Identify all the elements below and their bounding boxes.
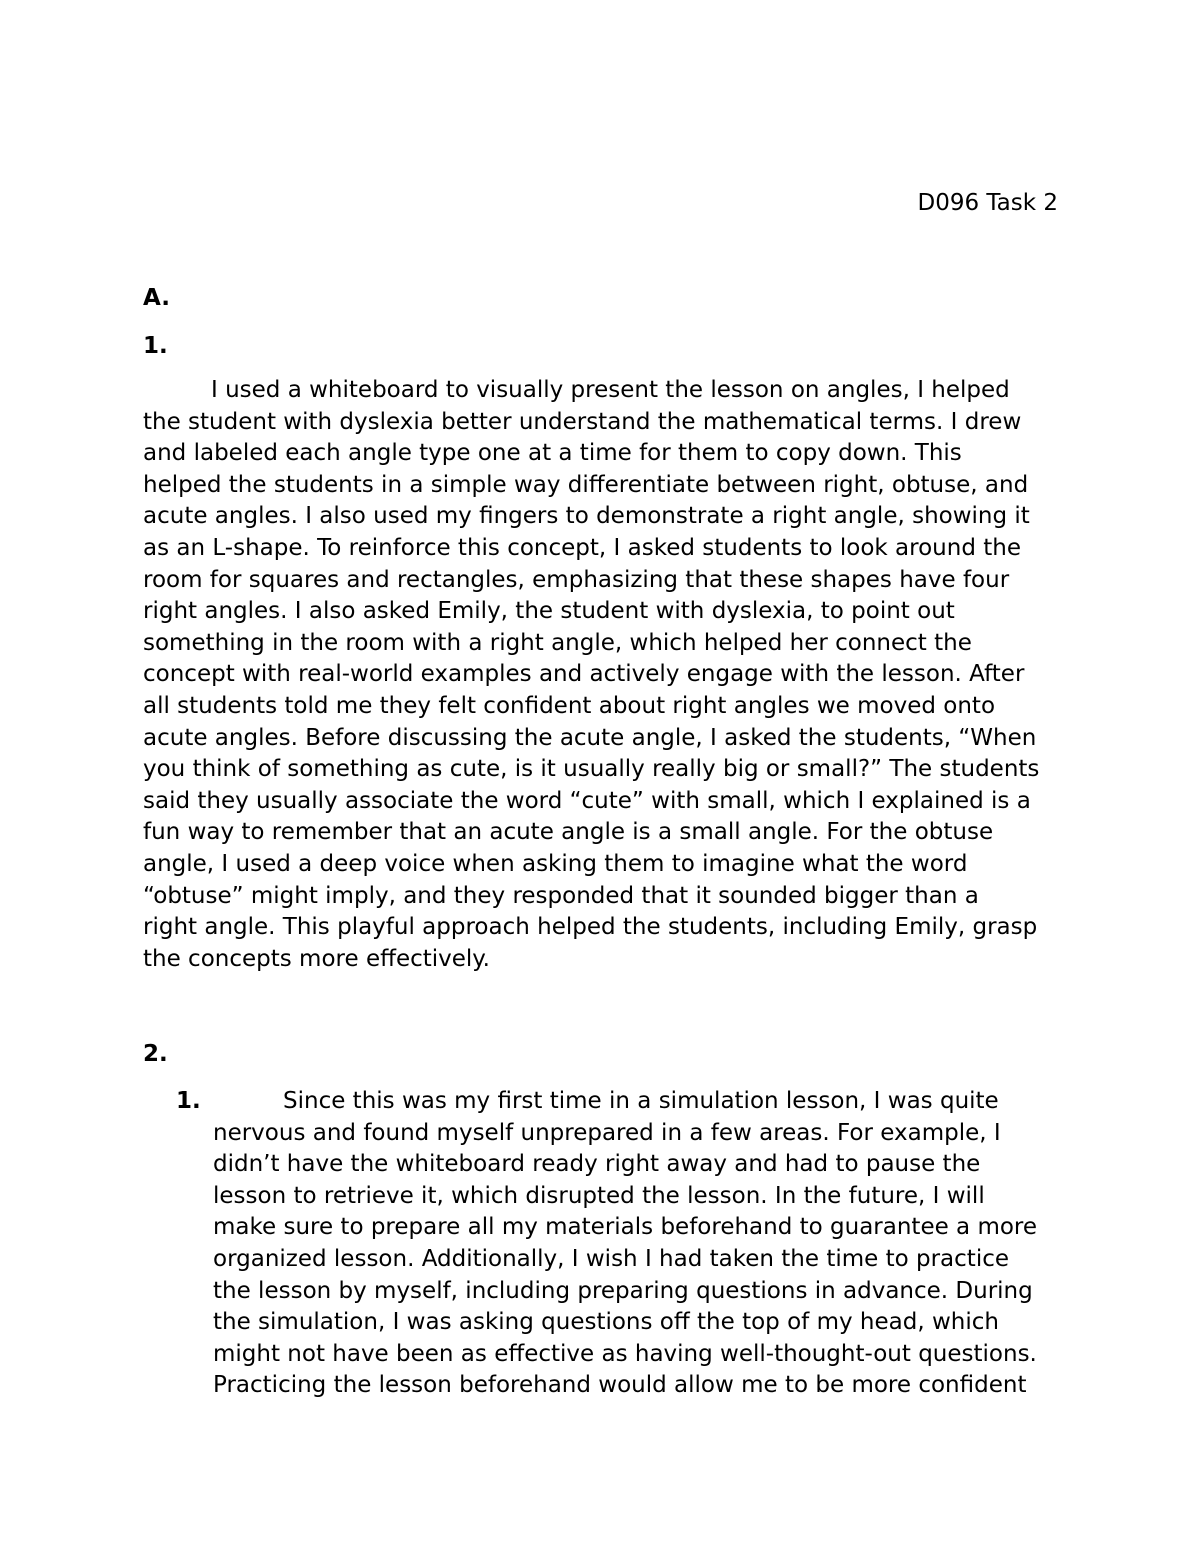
paragraph-line: fun way to remember that an acute angle is a small angle. For the obtuse: [143, 819, 994, 846]
section-a-heading: A.: [143, 285, 170, 311]
paragraph-line: Since this was my first time in a simulation lesson, I was quite: [283, 1088, 999, 1114]
paragraph-line: Practicing the lesson beforehand would allow me to be more confident: [213, 1372, 1027, 1399]
paragraph-line: you think of something as cute, is it usually really big or small?” The students: [143, 756, 1040, 783]
paragraph-line: didn’t have the whiteboard ready right away and had to pause the: [213, 1151, 981, 1178]
paragraph-line: right angle. This playful approach helped the students, including Emily, grasp: [143, 914, 1038, 941]
paragraph-line: the lesson by myself, including preparing questions in advance. During: [213, 1277, 1033, 1304]
paragraph-line: nervous and found myself unprepared in a few areas. For example, I: [213, 1119, 1001, 1146]
paragraph-line: and labeled each angle type one at a time for them to copy down. This: [143, 440, 962, 467]
paragraph-line: something in the room with a right angle, which helped her connect the: [143, 629, 972, 656]
paragraph-line: lesson to retrieve it, which disrupted the lesson. In the future, I will: [213, 1182, 985, 1209]
paragraph-line: as an L-shape. To reinforce this concept, I asked students to look around the: [143, 534, 1021, 561]
paragraph-line: right angles. I also asked Emily, the student with dyslexia, to point out: [143, 598, 955, 625]
paragraph-line: the concepts more effectively.: [143, 945, 490, 972]
paragraph-line: all students told me they felt confident about right angles we moved onto: [143, 692, 996, 719]
list-item-number: 1.: [176, 1088, 201, 1114]
paragraph-line: make sure to prepare all my materials beforehand to guarantee a more: [213, 1214, 1038, 1241]
paragraph-line: acute angles. I also used my fingers to demonstrate a right angle, showing it: [143, 503, 1030, 530]
paragraph-line: organized lesson. Additionally, I wish I had taken the time to practice: [213, 1245, 1010, 1272]
section-2-item-1-paragraph: [213, 1086, 1073, 1402]
paragraph-line: “obtuse” might imply, and they responded that it sounded bigger than a: [143, 882, 979, 909]
paragraph-line: said they usually associate the word “cute” with small, which I explained is a: [143, 787, 1031, 814]
paragraph-line: the simulation, I was asking questions off the top of my head, which: [213, 1309, 999, 1336]
section-a-item-1-heading: 1.: [143, 333, 168, 359]
paragraph-line: I used a whiteboard to visually present the lesson on angles, I helped: [211, 377, 1010, 403]
section-a-item-1-paragraph: [143, 375, 1063, 975]
paragraph-line: the student with dyslexia better understand the mathematical terms. I drew: [143, 408, 1022, 435]
section-2-heading: 2.: [143, 1041, 168, 1067]
page-header-title: D096 Task 2: [917, 190, 1058, 216]
paragraph-line: room for squares and rectangles, emphasizing that these shapes have four: [143, 566, 1010, 593]
paragraph-line: angle, I used a deep voice when asking them to imagine what the word: [143, 850, 968, 877]
paragraph-line: helped the students in a simple way differentiate between right, obtuse, and: [143, 471, 1029, 498]
paragraph-line: concept with real-world examples and actively engage with the lesson. After: [143, 661, 1025, 688]
paragraph-line: might not have been as effective as having well-thought-out questions.: [213, 1340, 1037, 1367]
paragraph-line: acute angles. Before discussing the acute angle, I asked the students, “When: [143, 724, 1037, 751]
